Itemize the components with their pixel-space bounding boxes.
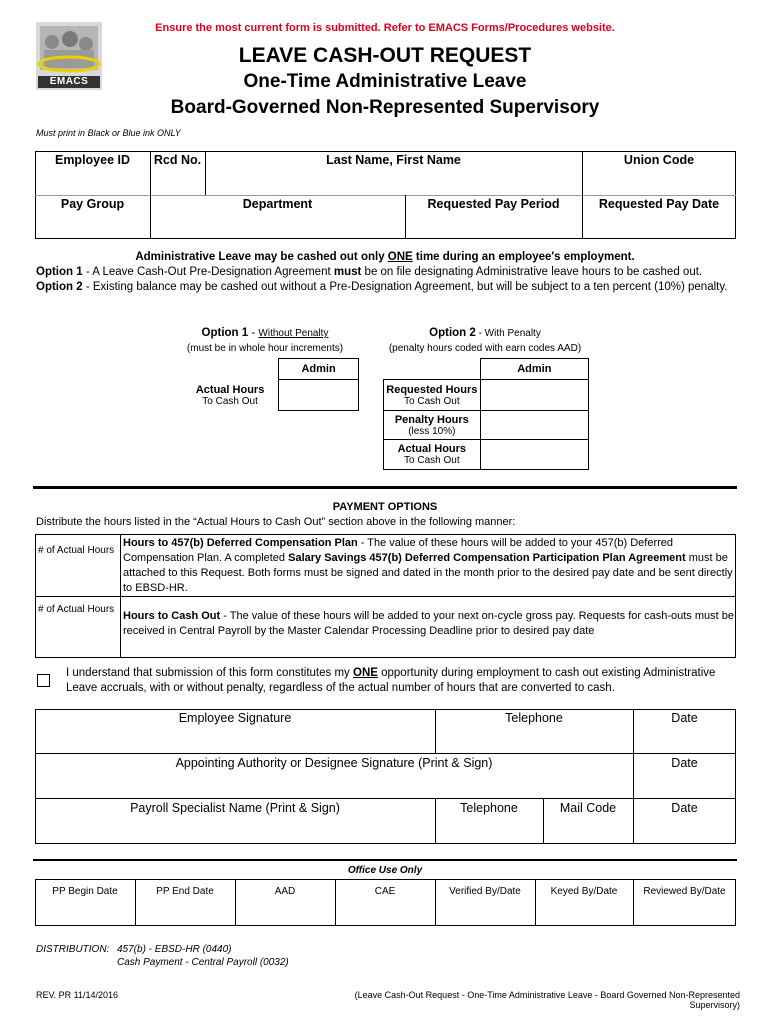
union-code-field[interactable]: Union Code (623, 153, 695, 167)
payroll-specialist-field[interactable]: Payroll Specialist Name (Print & Sign) (130, 801, 340, 815)
requested-pay-period-field[interactable]: Requested Pay Period (427, 197, 560, 211)
option1-actual-hours-label: Actual Hours (195, 383, 265, 396)
payment-cash-hours-label: # of Actual Hours (38, 604, 115, 615)
footer-form-name: (Leave Cash-Out Request - One-Time Administrative Leave - Board Governed Non-Represented Supervisory) (354, 990, 740, 1010)
distribution-cash: Cash Payment - Central Payroll (0032) (117, 957, 289, 968)
pay-group-field[interactable]: Pay Group (60, 197, 125, 211)
section-divider (33, 486, 737, 489)
office-verified-by[interactable]: Verified By/Date (449, 886, 521, 897)
signature-box (35, 709, 736, 844)
appointing-authority-field[interactable]: Appointing Authority or Designee Signature (Print & Sign) (175, 756, 493, 770)
acknowledge-text: I understand that submission of this form constitutes my ONE opportunity during employment to cash out existing Administrative Leave accruals, with or without penalty, regardless of the actual number of hours that are converted to cash. (66, 667, 716, 694)
form-subtitle-unit: Board-Governed Non-Represented Supervisory (170, 97, 600, 118)
payment-options-title: PAYMENT OPTIONS (332, 501, 438, 513)
option1-admin-header: Admin (279, 359, 359, 380)
name-field[interactable]: Last Name, First Name (326, 153, 461, 167)
payroll-mail-code-field[interactable]: Mail Code (559, 801, 617, 815)
department-field[interactable]: Department (242, 197, 313, 211)
office-use-title: Office Use Only (347, 865, 423, 876)
office-pp-begin-date[interactable]: PP Begin Date (52, 886, 118, 897)
appointing-date-field[interactable]: Date (671, 756, 698, 770)
distribution-label: DISTRIBUTION: (36, 944, 110, 955)
employee-date-field[interactable]: Date (671, 711, 698, 725)
payment-cash-text: Hours to Cash Out - The value of these hours will be added to your next on-cycle gross pay. Requests for cash-outs must be received in Central Payroll by the Master Calendar Processing Deadline prior to desired pay date (123, 610, 734, 637)
option2-penalty-hours-input[interactable] (480, 411, 588, 440)
logo-text: EMACS (49, 76, 89, 87)
ink-instruction: Must print in Black or Blue ink ONLY (36, 128, 181, 138)
option2-admin-header: Admin (480, 359, 588, 380)
employee-id-field[interactable]: Employee ID (54, 153, 131, 167)
form-version-notice: Ensure the most current form is submitted. Refer to EMACS Forms/Procedures website. (155, 22, 615, 34)
option2-heading: Option 2 - With Penalty (429, 327, 541, 339)
requested-pay-date-field[interactable]: Requested Pay Date (598, 197, 720, 211)
employee-telephone-field[interactable]: Telephone (505, 711, 563, 725)
option1-note: (must be in whole hour increments) (186, 343, 344, 354)
payment-457b-text: Hours to 457(b) Deferred Compensation Plan - The value of these hours will be added to your 457(b) Deferred Compensation Plan. A completed Salary Savings 457(b) Deferred Compensation Participation Plan Agreement must be attached to this Request. Both forms must be signed and dated in the month prior to the desired pay date and be sent directly to EBSD-HR. (123, 537, 733, 594)
revision-date: REV. PR 11/14/2016 (36, 990, 119, 1000)
office-aad[interactable]: AAD (274, 886, 296, 897)
distribution-457b: 457(b) - EBSD-HR (0440) (117, 944, 232, 955)
payment-457b-hours-label: # of Actual Hours (38, 545, 115, 556)
acknowledge-checkbox[interactable] (37, 674, 50, 687)
option2-actual-hours-label: Actual Hours (397, 443, 467, 455)
employee-signature-field[interactable]: Employee Signature (178, 711, 292, 725)
rcd-no-field[interactable]: Rcd No. (153, 153, 202, 167)
payroll-date-field[interactable]: Date (671, 801, 698, 815)
option2-penalty-hours-label: Penalty Hours (394, 413, 469, 426)
option2-requested-hours-input[interactable] (480, 380, 588, 411)
option1-to-cash-out-label: To Cash Out (202, 395, 258, 407)
payroll-telephone-field[interactable]: Telephone (460, 801, 518, 815)
option1-heading: Option 1 - Without Penalty (201, 327, 329, 339)
form-title: LEAVE CASH-OUT REQUEST (238, 44, 532, 67)
office-pp-end-date[interactable]: PP End Date (156, 886, 214, 897)
option1-description: Option 1 - A Leave Cash-Out Pre-Designation Agreement must be on file designating Administrative leave hours to be cashed out. (36, 266, 703, 278)
office-reviewed-by[interactable]: Reviewed By/Date (643, 886, 726, 897)
option2-table: Admin Requested Hours To Cash Out Penalty Hours (less 10%) Actual Hours To Cash Out (383, 358, 589, 470)
payment-options-intro: Distribute the hours listed in the “Actual Hours to Cash Out” section above in the following manner: (36, 516, 516, 528)
option2-requested-hours-label: Requested Hours (386, 383, 478, 396)
option2-note: (penalty hours coded with earn codes AAD) (388, 343, 582, 354)
option1-table (182, 358, 359, 411)
office-cae[interactable]: CAE (374, 886, 396, 897)
form-subtitle-leave: One-Time Administrative Leave (243, 71, 527, 92)
office-keyed-by[interactable]: Keyed By/Date (550, 886, 618, 897)
option2-actual-hours-input[interactable] (480, 440, 588, 470)
option1-admin-hours-input[interactable] (279, 380, 359, 411)
option2-description: Option 2 - Existing balance may be cashed out without a Pre-Designation Agreement, but will be subject to a ten percent (10%) penalty. (36, 281, 728, 293)
cashout-limit-note: Administrative Leave may be cashed out only ONE time during an employee's employment. (135, 251, 635, 263)
